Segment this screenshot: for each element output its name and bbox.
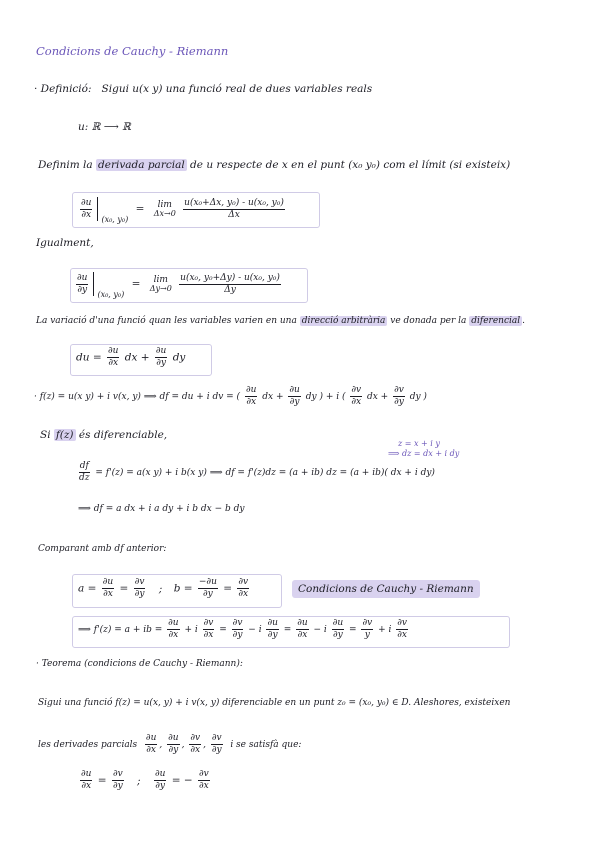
side-note-2: ⟹ dz = dx + i dy (388, 449, 460, 458)
fraction: $\frac{\partial u}{\partial y}$ (289, 385, 300, 407)
fraction: $\frac{\partial u}{\partial y}$ (168, 733, 179, 755)
text-segment: . (522, 316, 525, 326)
highlight-derivada-parcial: derivada parcial (98, 159, 185, 171)
text-segment: , (203, 740, 206, 750)
fraction: $\frac{\partial v}{\partial x}$ (351, 385, 362, 407)
fraction: $\frac{\partial v}{y}$ (362, 618, 373, 640)
fraction: $\frac{\partial v}{\partial x}$ (190, 733, 201, 755)
definition-text: Sigui u(x y) una funció real de dues variables reals (101, 83, 373, 95)
text-segment: dx + (124, 351, 150, 364)
fraction: $\frac{\partial v}{\partial x}$ (199, 769, 209, 791)
text-segment: ; (158, 582, 163, 595)
text-segment: · f(z) = u(x y) + i v(x, y) ⟹ df = du + i dv = ( (34, 392, 241, 402)
text-segment: dx + (366, 392, 389, 402)
highlight-fz: f(z) (55, 429, 74, 441)
definition-line (34, 84, 372, 95)
text-segment: dx + (262, 392, 284, 402)
fraction: $\frac{\partial v}{\partial x}$ (203, 618, 214, 640)
fraction: $\frac{\partial v}{\partial y}$ (134, 577, 145, 599)
text-segment: − i (313, 625, 327, 635)
fraction: $\frac{\partial u}{\partial x}$ (107, 346, 119, 368)
fraction: $\frac{\partial u}{\partial x}$ (168, 618, 179, 640)
text-segment: − i (248, 625, 262, 635)
text-segment: i se satisfà que: (230, 740, 302, 750)
evaluation-point: (x₀, y₀) (97, 290, 125, 299)
limit: lim Δy→0 (149, 274, 172, 293)
highlight-direccio-arbitraria: direcció arbitrària (301, 316, 386, 326)
differentiable-line (40, 430, 167, 441)
equation-du (76, 347, 185, 368)
text-segment: du = (76, 351, 102, 364)
sigui-line: Sigui una funció f(z) = u(x, y) + i v(x, y) diferenciable en un punt z₀ = (x₀, y₀) ∈ D. Aleshores, existeixen (38, 698, 511, 708)
text-segment: a = (78, 582, 97, 595)
text-segment: = (223, 582, 233, 595)
comparant-text: Comparant amb df anterior: (38, 544, 167, 554)
fraction: $\frac{\partial u}{\partial x}$ (145, 733, 157, 755)
text-segment: ve donada per la (390, 316, 467, 326)
fraction: $\frac{\partial u}{\partial x}$ (81, 769, 92, 791)
highlight-diferencial: diferencial (471, 316, 521, 326)
evaluation-bar (97, 197, 98, 221)
evaluation-bar (93, 272, 94, 296)
equation-fprime (78, 619, 410, 640)
teorema-heading: · Teorema (condicions de Cauchy - Riemann): (36, 659, 243, 669)
text-segment: = (97, 774, 107, 787)
text-segment: + i (184, 625, 198, 635)
text-segment: ⟹ f'(z) = a + ib = (78, 625, 163, 635)
fraction: $\frac{\partial u}{\partial y}$ (154, 769, 166, 791)
fraction: $\frac{\partial u}{\partial y}$ (267, 618, 278, 640)
text-segment: és diferenciable, (78, 429, 168, 441)
text-segment: = (219, 625, 227, 635)
page-title: Condicions de Cauchy - Riemann (36, 44, 229, 58)
function-map: u: ℝ ⟶ ℝ (78, 121, 131, 133)
definition-label: · Definició: (34, 83, 92, 95)
differential-line (34, 386, 427, 407)
text-segment: = (283, 625, 292, 635)
complex-derivative-line (76, 462, 435, 483)
equals: = (131, 278, 141, 290)
cauchy-riemann-tag: Condicions de Cauchy - Riemann (292, 580, 480, 598)
fraction: $\frac{\partial u}{\partial x}$ (297, 618, 308, 640)
text-segment: + i (378, 625, 392, 635)
text-segment: , (159, 740, 163, 750)
equals: = (135, 203, 145, 215)
text-segment: La variació d'una funció quan les variables varien en una (36, 316, 297, 326)
text-segment: de u respecte de x en el punt (x₀ y₀) com el límit (si existeix) (190, 159, 511, 171)
text-segment: = (119, 582, 129, 595)
text-segment: dy ) + i ( (305, 392, 346, 402)
fraction: $\frac{\partial v}{\partial y}$ (232, 618, 243, 640)
text-segment: ; (137, 774, 141, 787)
df-expansion-line: ⟹ df = a dx + i a dy + i b dx − b dy (78, 504, 245, 514)
side-note-1: z = x + i y (398, 439, 440, 448)
igualment-text: Igualment, (36, 237, 94, 249)
fraction: $\frac{\text{u(x₀+Δx, y₀) - u(x₀, y₀)}}{\Delta x}$ (184, 197, 284, 220)
fraction: $\frac{\partial v}{\partial x}$ (238, 577, 249, 599)
fraction: $\frac{\partial u}{\partial y}$ (77, 272, 88, 295)
text-segment: b = (173, 582, 193, 595)
text-segment: , (181, 740, 185, 750)
derivades-line (38, 734, 301, 755)
text-segment: les derivades parcials (38, 740, 138, 750)
fraction: $\frac{\partial u}{\partial y}$ (332, 618, 344, 640)
text-segment: = − (171, 774, 193, 787)
text-segment: = (349, 625, 357, 635)
fraction: $\frac{\partial u}{\partial x}$ (102, 577, 114, 599)
fraction: $\frac{-\partial u}{\partial y}$ (198, 577, 217, 599)
partial-definition-line (38, 160, 510, 171)
fraction: $\frac{\partial v}{\partial y}$ (112, 769, 123, 791)
fraction: $\frac{\partial v}{\partial y}$ (211, 733, 222, 755)
fraction: $\frac{\partial u}{\partial y}$ (155, 346, 167, 368)
limit: lim Δx→0 (153, 199, 176, 218)
fraction: $\frac{\partial u}{\partial x}$ (245, 385, 257, 407)
text-segment: Si (40, 429, 51, 441)
fraction: $\frac{df}{dz}$ (79, 461, 90, 483)
final-equation (78, 770, 212, 791)
equation-uy (74, 272, 283, 299)
equation-cr (78, 578, 251, 599)
variation-line (36, 317, 525, 326)
fraction: $\frac{\partial v}{\partial x}$ (397, 618, 407, 640)
evaluation-point: (x₀, y₀) (101, 215, 129, 224)
text-segment: = f'(z) = a(x y) + i b(x y) ⟹ df = f'(z)dz = (a + ib) dz = (a + ib)( dx + i dy) (95, 468, 435, 478)
text-segment: dy (172, 351, 186, 364)
equation-ux (78, 197, 287, 224)
fraction: $\frac{\partial u}{\partial x}$ (81, 197, 92, 220)
text-segment: Definim la (38, 159, 93, 171)
fraction: $\frac{\text{u(x₀, y₀+Δy) - u(x₀, y₀)}}{\Delta y}$ (180, 272, 280, 295)
text-segment: dy ) (409, 392, 427, 402)
fraction: $\frac{\partial v}{\partial y}$ (394, 385, 404, 407)
